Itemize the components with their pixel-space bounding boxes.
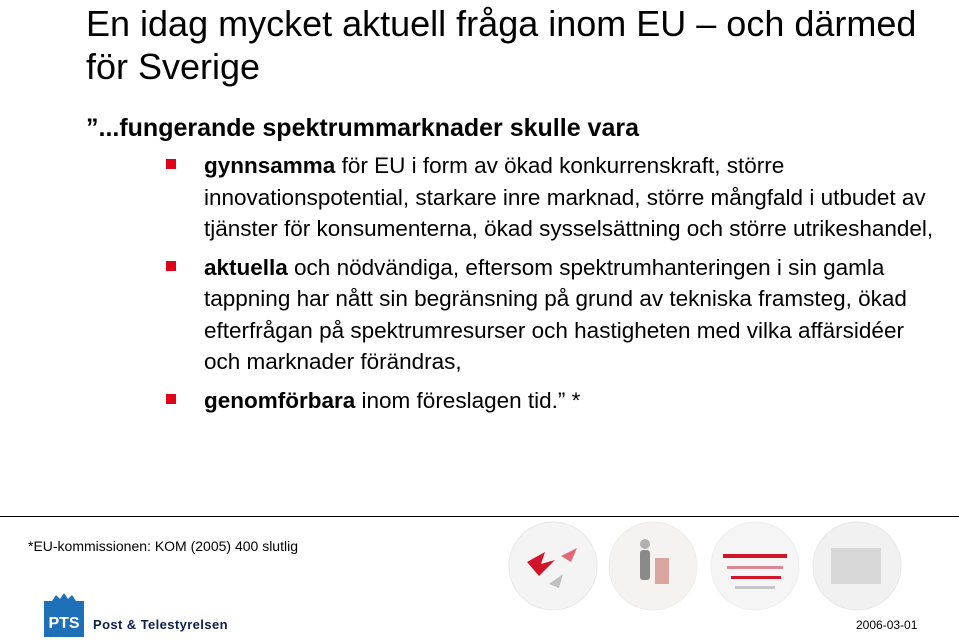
circle-person-icon (609, 522, 697, 610)
circle-grey-icon (813, 522, 901, 610)
footnote: *EU-kommissionen: KOM (2005) 400 slutlig (28, 538, 298, 554)
bullet-item (166, 150, 946, 245)
square-bullet-icon (166, 159, 176, 169)
bullet-keyword: genomförbara (204, 387, 356, 413)
footer-divider (0, 516, 959, 517)
square-bullet-icon (166, 394, 176, 404)
slide-title: En idag mycket aktuell fråga inom EU – och därmed för Sverige (86, 3, 917, 87)
slide-date: 2006-03-01 (856, 618, 918, 632)
circle-arrows-icon (509, 522, 597, 610)
circle-pattern-icon (711, 522, 799, 610)
bullet-item (166, 252, 946, 378)
bullet-text: inom föreslagen tid.” * (355, 387, 581, 413)
circular-decoration-icons (505, 518, 925, 613)
bullet-list (166, 150, 946, 423)
intro-quote: ”...fungerande spektrummarknader skulle vara (86, 114, 639, 142)
bullet-keyword: aktuella (204, 254, 288, 280)
brand-name: Post & Telestyrelsen (93, 617, 228, 632)
pts-crown-logo-icon (44, 593, 90, 639)
bullet-item (166, 385, 946, 417)
svg-text:PTS: PTS (48, 615, 80, 632)
bullet-text: och nödvändiga, eftersom spektrumhanteringen i sin gamla tappning har nått sin begränsning på grund av tekniska framsteg, ökad efterfrågan på spektrumresurser och hastigheten med vilka affärsidéer och marknader förändras, (204, 254, 907, 374)
bullet-text: för EU i form av ökad konkurrenskraft, större innovationspotential, starkare inre marknad, större mångfald i utbudet av tjänster för konsumenterna, ökad sysselsättning och större utrikeshandel, (204, 153, 934, 241)
bullet-keyword: gynnsamma (204, 153, 336, 178)
square-bullet-icon (166, 261, 176, 271)
